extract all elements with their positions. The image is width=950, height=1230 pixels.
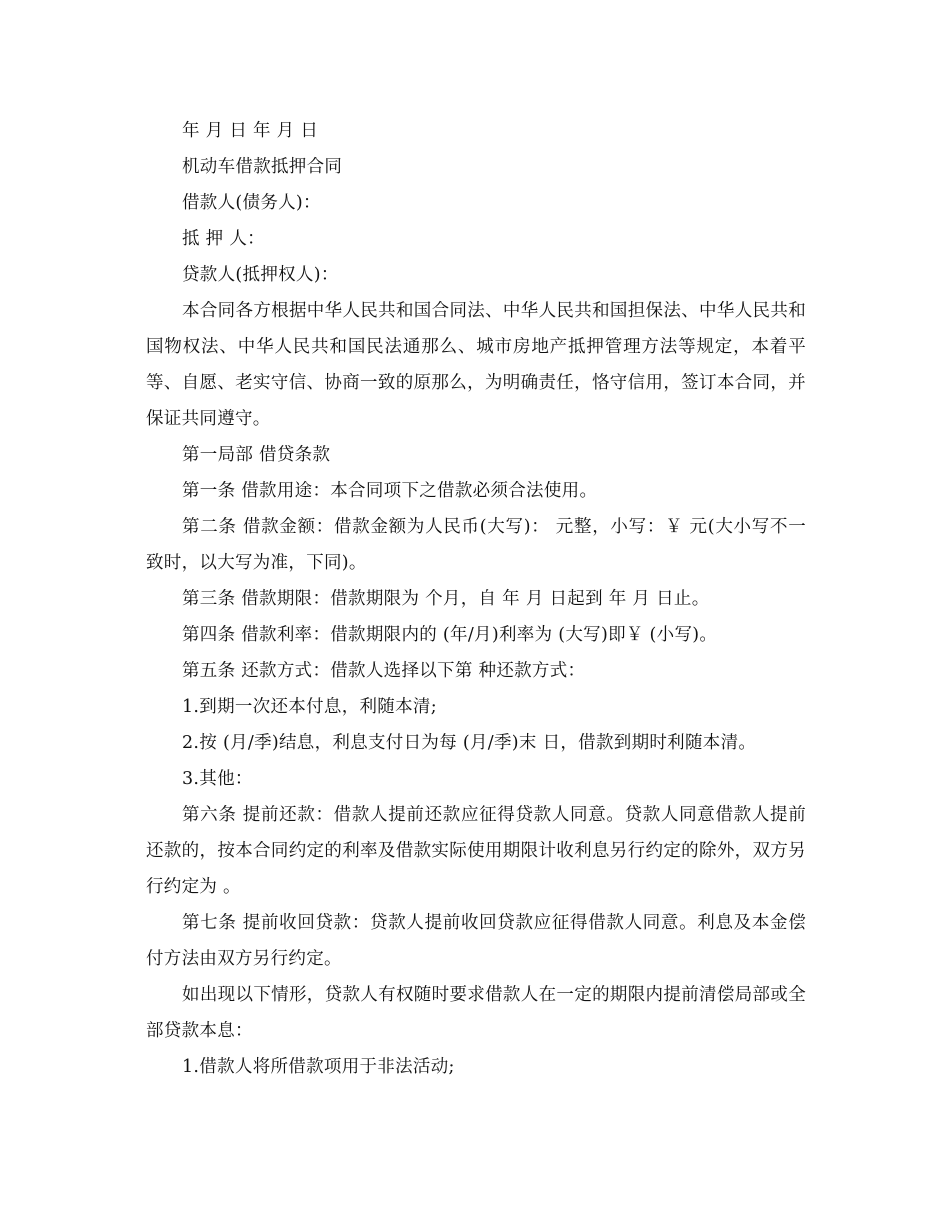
article-4: 第四条 借款利率：借款期限内的 (年/月)利率为 (大写)即￥ (小写)。	[182, 625, 718, 645]
article-6: 第六条 提前还款：借款人提前还款应征得贷款人同意。贷款人同意借款人提前还款的，按本合同约定的利率及借款实际使用期限计收利息另行约定的除外，双方另行约定为 。	[146, 805, 806, 897]
preamble-paragraph: 本合同各方根据中华人民共和国合同法、中华人民共和国担保法、中华人民共和国物权法、中华人民共和国民法通那么、城市房地产抵押管理方法等规定，本着平等、自愿、老实守信、协商一致的原那么，为明确责任，恪守信用，签订本合同，并保证共同遵守。	[146, 301, 806, 429]
recall-condition-1: 1.借款人将所借款项用于非法活动;	[182, 1057, 455, 1077]
repayment-option-2: 2.按 (月/季)结息，利息支付日为每 (月/季)末 日，借款到期时利随本清。	[182, 733, 757, 753]
article-7: 第七条 提前收回贷款：贷款人提前收回贷款应征得借款人同意。利息及本金偿付方法由双方另行约定。	[146, 913, 806, 969]
article-3: 第三条 借款期限：借款期限为 个月，自 年 月 日起到 年 月 日止。	[182, 589, 710, 609]
article-2: 第二条 借款金额：借款金额为人民币(大写)： 元整，小写：￥ 元(大小写不一致时，以大写为准，下同)。	[146, 517, 806, 573]
article-5: 第五条 还款方式：借款人选择以下第 种还款方式：	[182, 661, 586, 681]
document-body	[146, 113, 806, 1085]
article-1: 第一条 借款用途：本合同项下之借款必须合法使用。	[182, 481, 598, 501]
early-recall-conditions: 如出现以下情形，贷款人有权随时要求借款人在一定的期限内提前清偿局部或全部贷款本息：	[146, 985, 806, 1041]
repayment-option-3: 3.其他：	[182, 769, 253, 789]
borrower-line: 借款人(债务人)：	[182, 193, 321, 213]
repayment-option-1: 1.到期一次还本付息，利随本清;	[182, 697, 437, 717]
contract-title: 机动车借款抵押合同	[182, 157, 343, 177]
lender-line: 贷款人(抵押权人)：	[182, 265, 339, 285]
part-one-heading: 第一局部 借贷条款	[182, 445, 331, 465]
mortgagor-line: 抵 押 人：	[182, 229, 265, 249]
date-line: 年 月 日 年 月 日	[182, 121, 319, 141]
